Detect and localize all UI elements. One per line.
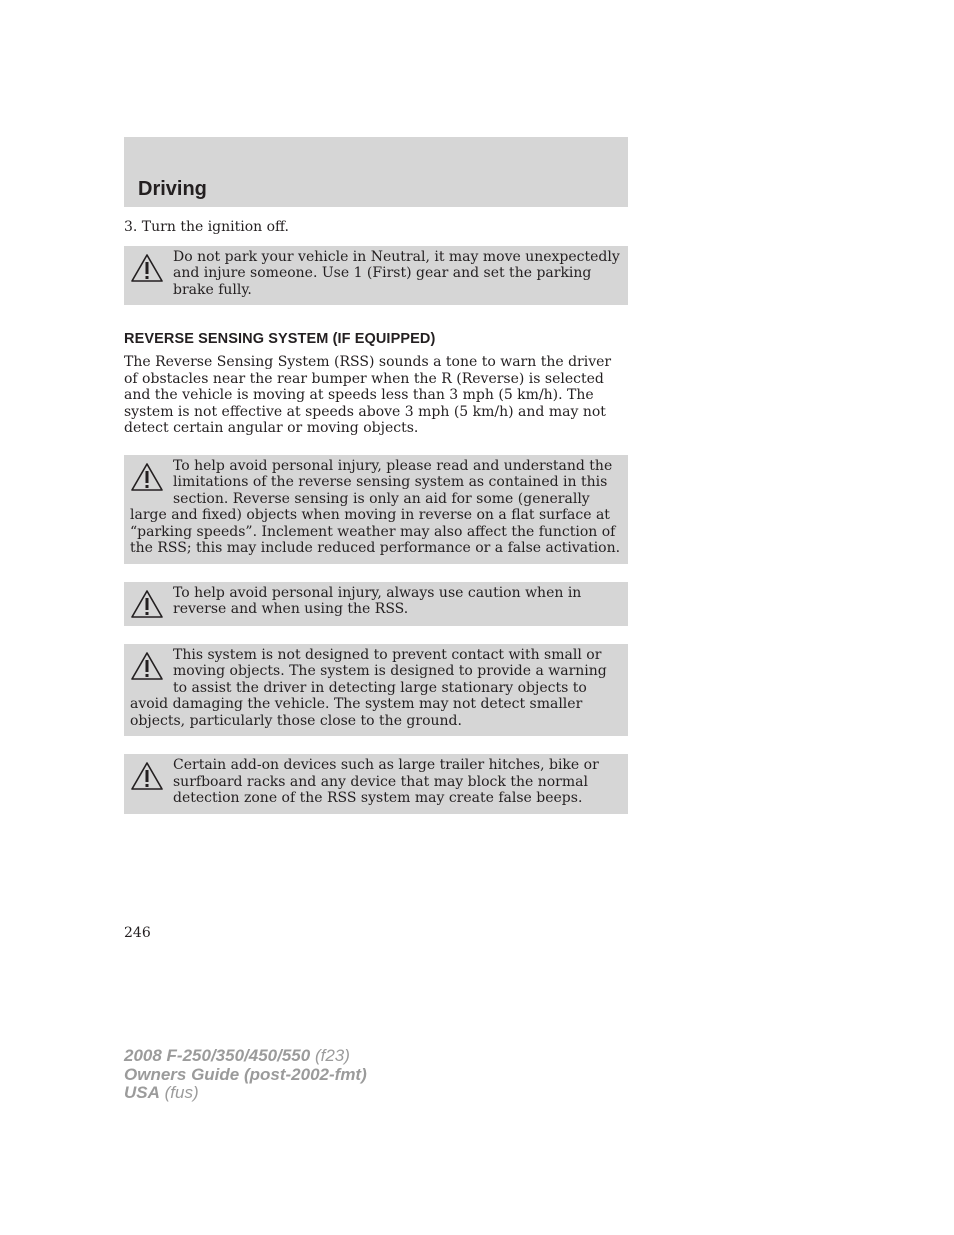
document-footer (124, 1047, 367, 1103)
section-header-band (124, 137, 628, 207)
footer-guide: Owners Guide (post-2002-fmt) (124, 1064, 367, 1084)
step-text: 3. Turn the ignition off. (124, 219, 289, 235)
warning-triangle-icon (130, 589, 164, 619)
warning-text: Certain add-on devices such as large trailer hitches, bike or surfboard racks and any device that may block the normal detection zone of the RSS system may create false beeps. (173, 757, 599, 806)
footer-market-line (124, 1084, 367, 1103)
warning-box (124, 754, 628, 814)
footer-model-code: (f23) (314, 1046, 350, 1065)
warning-text: Do not park your vehicle in Neutral, it may move unexpectedly and injure someone. Use 1 (First) gear and set the parking brake fully. (173, 248, 620, 298)
footer-market-code: (fus) (164, 1083, 199, 1102)
warning-box (124, 246, 628, 306)
page-content (124, 219, 628, 832)
warning-triangle-icon (130, 651, 164, 681)
warning-text: To help avoid personal injury, please read and understand the limitations of the reverse sensing system as contained in this section. Reverse sensing is only an aid for some (generally large and fixed) objects when moving in reverse on a flat surface at “parking speeds”. Inclement weather may also affect the function of the RSS; this may include reduced performance or a false activation. (130, 457, 621, 556)
warning-box (124, 582, 628, 626)
warning-text: This system is not designed to prevent contact with small or moving objects. The system is designed to provide a warning to assist the driver in detecting large stationary objects to avoid damaging the vehicle. The system may not detect smaller objects, particularly those close to the ground. (130, 646, 607, 729)
warning-triangle-icon (130, 761, 164, 791)
footer-market: USA (124, 1083, 160, 1102)
warning-box (124, 455, 628, 564)
section-title: Driving (138, 178, 207, 200)
footer-model: 2008 F-250/350/450/550 (124, 1046, 311, 1065)
footer-model-line (124, 1047, 367, 1066)
warning-box (124, 644, 628, 737)
warning-triangle-icon (130, 253, 164, 283)
intro-paragraph: The Reverse Sensing System (RSS) sounds a tone to warn the driver of obstacles near the rear bumper when the R (Reverse) is selected and the vehicle is moving at speeds less than 3 mph (5 km/h). The system is not effective at speeds above 3 mph (5 km/h) and may not detect certain angular or moving objects. (124, 354, 612, 436)
warning-text: To help avoid personal injury, always use caution when in reverse and when using the RSS. (173, 584, 582, 617)
section-heading: REVERSE SENSING SYSTEM (IF EQUIPPED) (124, 331, 436, 347)
page-number: 246 (124, 925, 151, 941)
warning-triangle-icon (130, 462, 164, 492)
